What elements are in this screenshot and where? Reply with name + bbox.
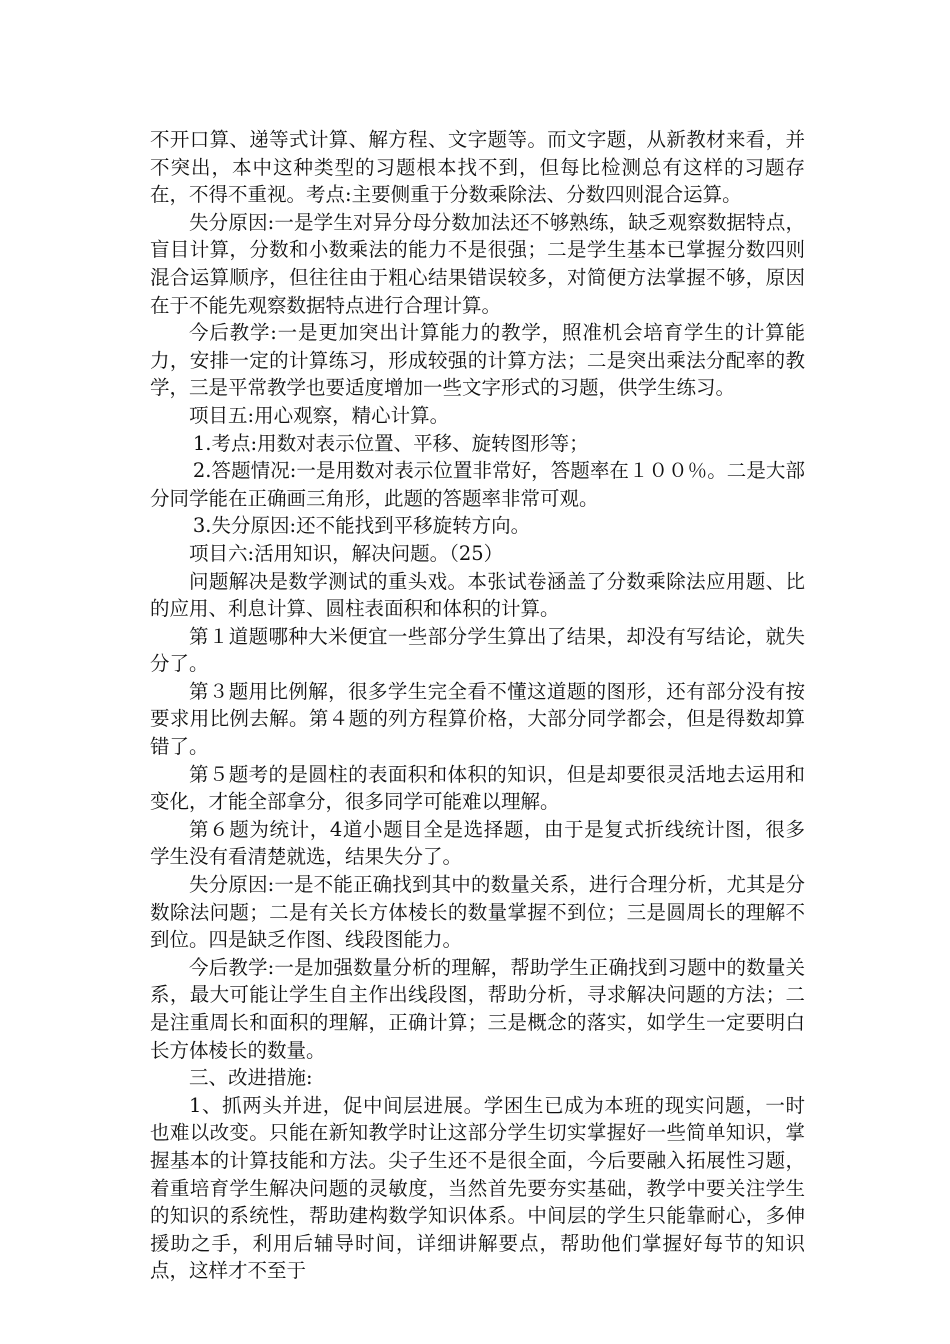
paragraph-error-causes-calc: 失分原因:一是学生对异分母分数加法还不够熟练，缺乏观察数据特点，盲目计算，分数和小数乘法的能力不是很强；二是学生基本已掌握分数四则混合运算顺序，但往往由于粗心结果错误较多，对简便方法掌握不够，原因在于不能先观察数据特点进行合理计算。: [150, 210, 805, 317]
paragraph-question-1: 第１道题哪种大米便宜一些部分学生算出了结果，却没有写结论，就失分了。: [150, 624, 805, 676]
paragraph-error-causes-problems: 失分原因:一是不能正确找到其中的数量关系，进行合理分析，尤其是分数除法问题；二是有关长方体棱长的数量掌握不到位；三是圆周长的理解不到位。四是缺乏作图、线段图能力。: [150, 873, 805, 952]
paragraph-problem-solving-intro: 问题解决是数学测试的重头戏。本张试卷涵盖了分数乘除法应用题、比的应用、利息计算、圆柱表面积和体积的计算。: [150, 569, 805, 621]
section-heading-improvements: 三、改进措施:: [189, 1066, 313, 1090]
paragraph-item-six-heading: 项目六:活用知识，解决问题。（25）: [189, 541, 504, 565]
paragraph-question-3-4: 第３题用比例解，很多学生完全看不懂这道题的图形，还有部分没有按要求用比例去解。第４题的列方程算价格，大部分同学都会，但是得数却算错了。: [150, 679, 805, 759]
paragraph-future-teaching-calc: 今后教学:一是更加突出计算能力的教学，照准机会培育学生的计算能力，安排一定的计算练习，形成较强的计算方法；二是突出乘法分配率的教学，三是平常教学也要适度增加一些文字形式的习题，供学生练习。: [150, 321, 805, 400]
paragraph-item-five-point-2: 2.答题情况:一是用数对表示位置非常好，答题率在１００％。二是大部分同学能在正确画三角形，此题的答题率非常可观。: [150, 459, 805, 510]
paragraph-question-5: 第５题考的是圆柱的表面积和体积的知识，但是却要很灵活地去运用和变化，才能全部拿分，很多同学可能难以理解。: [150, 762, 805, 814]
paragraph-item-five-point-1: 1.考点:用数对表示位置、平移、旋转图形等；: [192, 431, 589, 455]
paragraph-improvement-1: 1、抓两头并进，促中间层进展。学困生已成为本班的现实问题，一时也难以改变。只能在新知教学时让这部分学生切实掌握好一些简单知识，掌握基本的计算技能和方法。尖子生还不是很全面，今后要融入拓展性习题，着重培育学生解决问题的灵敏度，当然首先要夯实基础，教学中要关注学生的知识的系统性，帮助建构数学知识体系。中间层的学生只能靠耐心，多伸援助之手，利用后辅导时间，详细讲解要点，帮助他们掌握好每节的知识点，这样才不至于: [150, 1093, 805, 1283]
document-body: [150, 126, 805, 1285]
paragraph-exam-content: 不开口算、递等式计算、解方程、文字题等。而文字题，从新教材来看，并不突出，本中这种类型的习题根本找不到，但每比检测总有这样的习题存在，不得不重视。考点:主要侧重于分数乘除法、分数四则混合运算。: [150, 128, 805, 207]
paragraph-item-five-heading: 项目五:用心观察，精心计算。: [189, 403, 450, 427]
paragraph-question-6: 第６题为统计，4道小题目全是选择题，由于是复式折线统计图，很多学生没有看清楚就选，结果失分了。: [150, 817, 805, 869]
paragraph-item-five-point-3: 3.失分原因:还不能找到平移旋转方向。: [192, 514, 531, 538]
paragraph-future-teaching-problems: 今后教学:一是加强数量分析的理解，帮助学生正确找到习题中的数量关系，最大可能让学生自主作出线段图，帮助分析，寻求解决问题的方法；二是注重周长和面积的理解，正确计算；三是概念的落实，如学生一定要明白长方体棱长的数量。: [150, 955, 805, 1062]
